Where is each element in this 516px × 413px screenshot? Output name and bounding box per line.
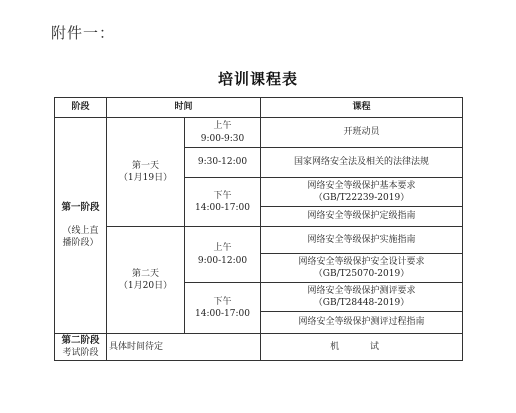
d2-pm-time: 14:00-17:00 [195,309,250,319]
course-c6-line2: （GB/T25070-2019） [313,269,410,279]
d1-pm-label: 下午 [213,190,232,201]
day1-label: 第一天 [131,160,159,171]
stage2-name: 第二阶段 [61,334,100,346]
table-row [55,227,463,254]
stage2-time: 具体时间待定 [107,334,261,361]
course-c7-line1: 网络安全等级保护测评要求 [307,285,416,296]
course-c2: 国家网络安全法及相关的法律法规 [261,148,463,178]
day2-date: （1月20日） [118,281,173,291]
course-c7 [261,283,463,312]
course-c7-line2: （GB/T28448-2019） [313,298,410,308]
stage1-mode-line1: （线上直 [62,225,99,236]
course-c4: 网络安全等级保护定级指南 [261,207,463,227]
day1-date: （1月19日） [118,173,173,183]
day1-cell [107,118,185,227]
document-title: 培训课程表 [217,70,298,88]
course-c6-line1: 网络安全等级保护安全设计要求 [298,256,425,267]
stage1-name: 第一阶段 [61,201,100,213]
course-c6 [261,254,463,283]
table-row [55,118,463,148]
course-c3-line2: （GB/T22239-2019） [313,193,410,203]
d1-am-time: 9:00-9:30 [200,133,245,144]
d2-am-time: 9:00-12:00 [197,255,248,266]
stage2-cell [55,334,107,361]
table-header-row [55,98,463,118]
course-c1: 开班动员 [261,118,463,148]
stage1-mode-line2: 播阶段） [62,237,99,248]
header-course: 课程 [261,98,463,118]
d1-am-label: 上午 [213,121,232,132]
attachment-label: 附件一： [51,24,116,42]
stage1-cell [55,118,107,334]
d2-am-label: 上午 [213,243,232,254]
course-c3-line1: 网络安全等级保护基本要求 [307,180,416,191]
day2-cell [107,227,185,334]
d2-pm-label: 下午 [213,296,232,307]
d2-am-slot [185,227,261,283]
course-c5: 网络安全等级保护实施指南 [261,227,463,254]
training-schedule-table [54,97,463,361]
course-c8: 网络安全等级保护测评过程指南 [261,312,463,334]
course-c3 [261,178,463,207]
stage2-mode: 考试阶段 [62,348,99,359]
header-stage: 阶段 [55,98,107,118]
d1-pm-time: 14:00-17:00 [195,203,250,213]
d1-pm-slot [185,178,261,227]
stage2-course: 机 试 [261,334,463,361]
d1-am-slot [185,118,261,148]
day2-label: 第二天 [131,268,159,279]
table-row [55,334,463,361]
header-time: 时间 [107,98,261,118]
d1-am2-time: 9:30-12:00 [185,148,261,178]
d2-pm-slot [185,283,261,334]
